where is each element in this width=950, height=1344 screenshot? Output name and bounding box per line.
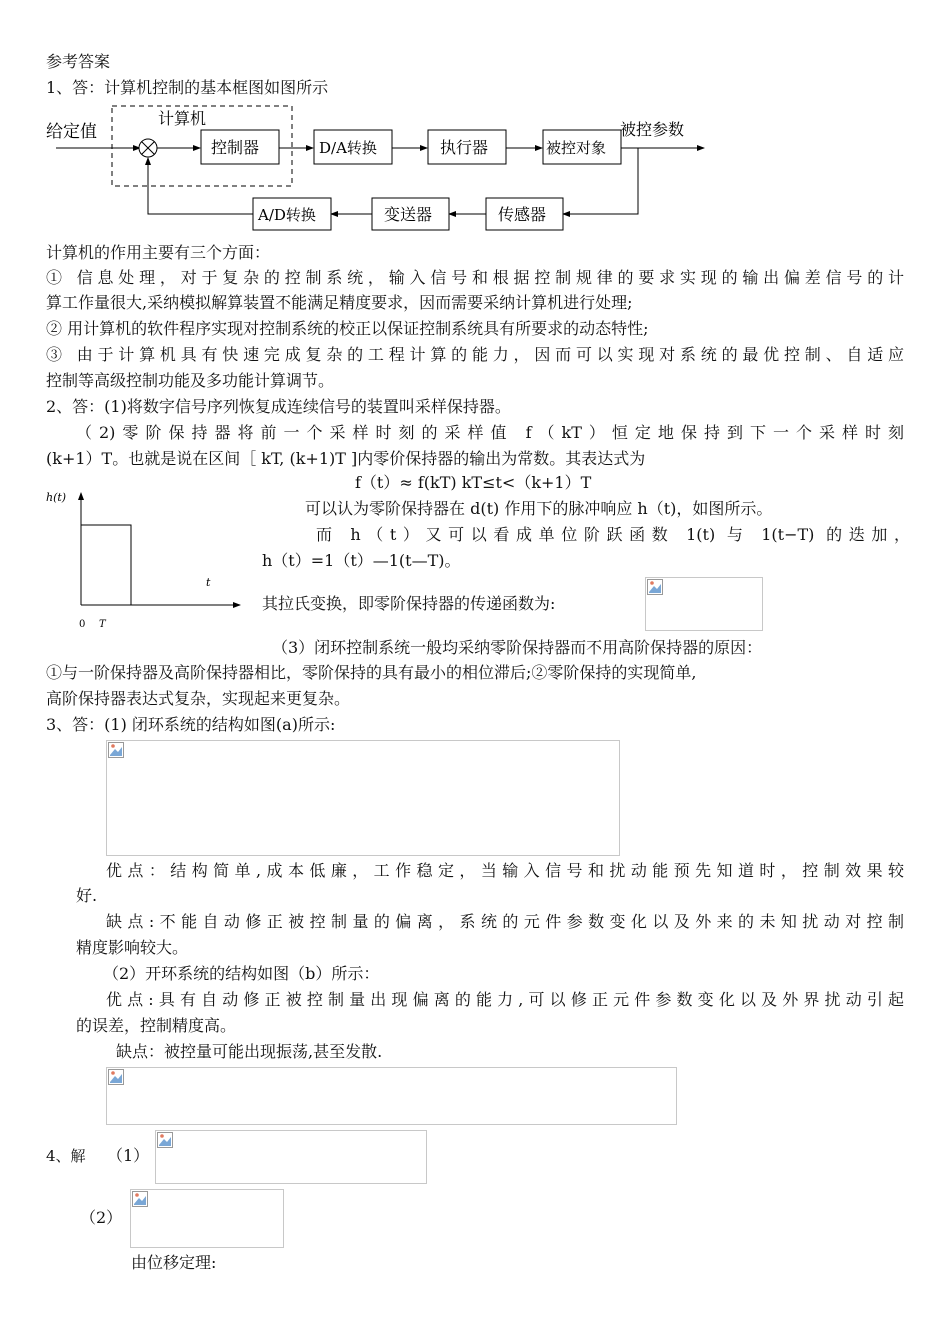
q2-line7: 其拉氏变换，即零阶保持器的传递函数为: — [262, 594, 556, 613]
q2-line8: （3）闭环控制系统一般均采纳零阶保持器而不用高阶保持器的原因： — [272, 638, 763, 657]
graph-xlabel: t — [206, 576, 211, 589]
heading: 参考答案 — [46, 52, 111, 71]
broken-image-icon — [647, 579, 663, 595]
da-label: D/A转换 — [319, 139, 377, 157]
q2-line1: 2、答：(1)将数字信号序列恢复成连续信号的装置叫采样保持器。 — [46, 397, 511, 416]
graph-origin: 0 — [79, 619, 86, 630]
open-loop-figure-image — [106, 1067, 677, 1125]
ad-label: A/D转换 — [258, 206, 316, 224]
q2-formula: f（t）≈ f(kT) kT≤t<（k+1）T — [355, 473, 592, 492]
broken-image-icon — [108, 1069, 124, 1085]
q3-line1: 3、答：(1) 闭环系统的结构如图(a)所示: — [46, 715, 336, 734]
broken-image-icon — [157, 1132, 173, 1148]
input-label: 给定值 — [46, 122, 97, 142]
transfer-function-image — [645, 577, 763, 631]
q3-adv1-line1: 优点：结构简单,成本低廉，工作稳定，当输入信号和扰动能预先知道时，控制效果较 — [106, 861, 904, 880]
q2-line6: h（t）=1（t）—1(t—T)。 — [262, 551, 461, 570]
q3-adv1-line2: 好. — [76, 886, 98, 905]
q2-line3: (k+1）T。也就是说在区间［ kT, (k+1)T ]内零价保持器的输出为常数。其表达式为 — [46, 449, 646, 468]
q1-intro: 计算机的作用主要有三个方面： — [46, 243, 271, 262]
q1-point1-line1: ① 信息处理，对于复杂的控制系统，输入信号和根据控制规律的要求实现的输出偏差信号的计 — [46, 268, 904, 287]
q1-point2: ② 用计算机的软件程序实现对控制系统的校正以保证控制系统具有所要求的动态特性; — [46, 319, 649, 338]
broken-image-icon — [108, 742, 124, 758]
output-label: 被控参数 — [620, 120, 685, 139]
q3-dis1-line2: 精度影响较大。 — [76, 938, 189, 957]
q4-label: 4、解 — [46, 1147, 86, 1165]
control-block-diagram — [40, 104, 740, 234]
controller-label: 控制器 — [211, 138, 260, 157]
actuator-label: 执行器 — [440, 138, 489, 157]
computer-label: 计算机 — [158, 109, 207, 128]
q4-last-line: 由位移定理: — [131, 1253, 217, 1272]
q4-part2-image — [130, 1189, 284, 1248]
q1-point3-line2: 控制等高级控制功能及多功能计算调节。 — [46, 371, 335, 390]
q4-part2: （2） — [80, 1208, 123, 1227]
plant-label: 被控对象 — [546, 139, 607, 157]
q2-line9: ①与一阶保持器及高阶保持器相比，零阶保持的具有最小的相位滞后;②零阶保持的实现简单, — [46, 663, 697, 682]
q4-part1-image — [155, 1130, 427, 1184]
q3-dis2: 缺点：被控量可能出现振荡,甚至发散. — [116, 1042, 383, 1061]
q2-line10: 高阶保持器表达式复杂，实现起来更复杂。 — [46, 689, 351, 708]
q3-line2: （2）开环系统的结构如图（b）所示： — [103, 964, 380, 983]
q2-line2: （2)零阶保持器将前一个采样时刻的采样值 f（kT）恒定地保持到下一个采样时刻 — [76, 423, 904, 442]
graph-tick-T: T — [99, 619, 106, 630]
q1-point3-line1: ③ 由于计算机具有快速完成复杂的工程计算的能力，因而可以实现对系统的最优控制、自适应 — [46, 345, 904, 364]
q2-line5: 而 h（t）又可以看成单位阶跃函数 1(t) 与 1(t−T) 的迭加， — [316, 525, 910, 544]
q1-title: 1、答：计算机控制的基本框图如图所示 — [46, 78, 329, 97]
q1-point1-line2: 算工作量很大,采纳模拟解算装置不能满足精度要求，因而需要采纳计算机进行处理; — [46, 293, 633, 312]
q3-adv2-line1: 优点:具有自动修正被控制量出现偏离的能力,可以修正元件参数变化以及外界扰动引起 — [106, 990, 904, 1009]
broken-image-icon — [132, 1191, 148, 1207]
q3-adv2-line2: 的误差，控制精度高。 — [76, 1016, 237, 1035]
q2-line4: 可以认为零阶保持器在 d(t) 作用下的脉冲响应 h（t)，如图所示。 — [305, 499, 773, 518]
closed-loop-figure-image — [106, 740, 620, 856]
transmitter-label: 变送器 — [384, 205, 433, 224]
impulse-response-graph — [46, 487, 246, 632]
q3-dis1-line1: 缺点:不能自动修正被控制量的偏离，系统的元件参数变化以及外来的未知扰动对控制 — [106, 912, 904, 931]
q4-part1: （1） — [107, 1146, 150, 1165]
sensor-label: 传感器 — [498, 205, 547, 224]
graph-ylabel: h(t) — [46, 491, 67, 504]
